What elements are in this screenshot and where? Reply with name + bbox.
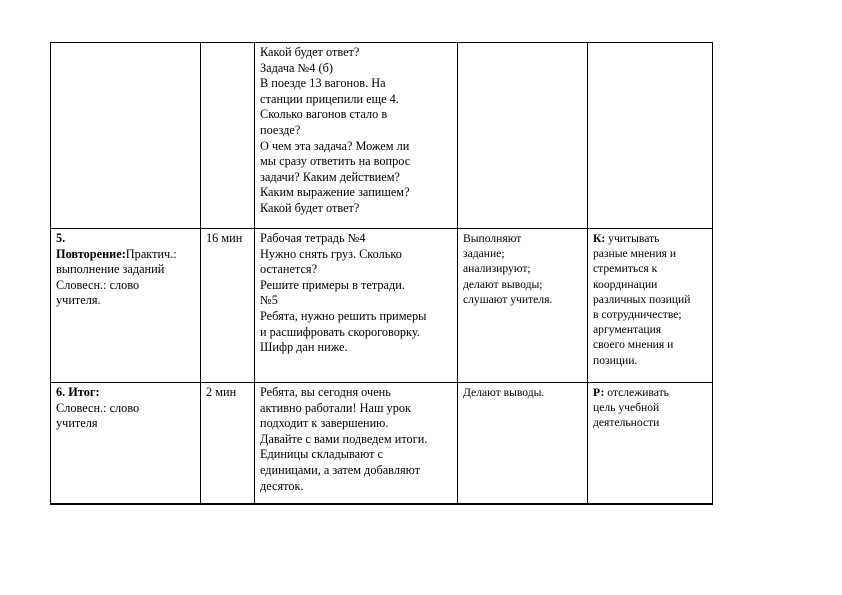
content-line: и расшифровать скороговорку. (260, 324, 420, 339)
content-line: Единицы складывают с (260, 447, 384, 462)
content-line: Сколько вагонов стало в (260, 107, 388, 122)
content-line: Ребята, нужно решить примеры (260, 308, 427, 323)
time-cell (201, 229, 255, 383)
content-line: подходит к завершению. (260, 416, 389, 431)
students-line: задание; (463, 247, 505, 261)
content-line: Каким выражение запишем? (260, 185, 410, 200)
stage-cell (51, 383, 201, 504)
uud-line: разные мнения и (593, 247, 677, 261)
uud-prefix: Р: (593, 386, 605, 399)
content-line: Решите примеры в тетради. (260, 277, 405, 292)
uud-first-line (593, 231, 707, 246)
stage-line: выполнение заданий (56, 262, 165, 277)
uud-first-line (593, 385, 707, 400)
content-line: Давайте с вами подведем итоги. (260, 431, 428, 446)
content-line: Ребята, вы сегодня очень (260, 385, 391, 399)
content-line: №5 (260, 293, 278, 308)
students-line: Выполняют (463, 232, 522, 245)
uud-text: учитывать (605, 232, 660, 245)
table-row-stage-5 (51, 229, 713, 383)
content-line: Какой будет ответ? (260, 200, 360, 215)
content-line: Какой будет ответ? (260, 45, 360, 59)
content-line: станции прицепили еще 4. (260, 91, 399, 106)
uud-line: цель учебной (593, 401, 660, 415)
stage-number: 5. (56, 231, 66, 245)
content-line: останется? (260, 262, 318, 277)
content-cell (255, 229, 458, 383)
content-line: Нужно снять груз. Сколько (260, 246, 402, 261)
stage-title-line (56, 247, 195, 263)
uud-cell (588, 43, 713, 229)
uud-line: позиции. (593, 353, 638, 367)
content-line: единицами, а затем добавляют (260, 462, 421, 477)
students-cell (458, 229, 588, 383)
content-line: активно работали! Наш урок (260, 400, 411, 415)
stage-line: учителя. (56, 293, 101, 308)
students-line: слушают учителя. (463, 292, 553, 306)
content-line: десяток. (260, 478, 304, 493)
stage-line: Словесн.: слово (56, 277, 140, 292)
uud-line: в сотрудничестве; (593, 308, 682, 322)
content-line: О чем эта задача? Можем ли (260, 138, 410, 153)
students-cell (458, 383, 588, 504)
stage-title: 6. Итог: (56, 385, 100, 399)
stage-method: Практич.: (125, 246, 177, 261)
lesson-plan-table (50, 42, 713, 505)
stage-cell (51, 43, 201, 229)
stage-title: Повторение: (56, 246, 126, 261)
uud-line: своего мнения и (593, 338, 674, 352)
content-line: мы сразу ответить на вопрос (260, 154, 411, 169)
students-line: делают выводы; (463, 277, 543, 291)
uud-prefix: К: (593, 232, 606, 245)
uud-cell (588, 383, 713, 504)
uud-line: различных позиций (593, 292, 691, 306)
content-line: Шифр дан ниже. (260, 340, 348, 355)
uud-line: аргументация (593, 323, 662, 337)
time-cell (201, 43, 255, 229)
content-line: Рабочая тетрадь №4 (260, 231, 366, 245)
content-line: задачи? Каким действием? (260, 169, 400, 184)
content-line: Задача №4 (б) (260, 60, 333, 75)
students-line: анализируют; (463, 262, 531, 276)
time-value: 16 мин (206, 231, 243, 245)
uud-text: отслеживать (604, 386, 669, 399)
stage-cell (51, 229, 201, 383)
students-line: Делают выводы. (463, 386, 545, 399)
uud-line: стремиться к (593, 262, 658, 276)
time-cell (201, 383, 255, 504)
stage-title-line (56, 385, 195, 401)
stage-line: Словесн.: слово (56, 400, 140, 415)
table-row-continuation (51, 43, 713, 229)
students-cell (458, 43, 588, 229)
uud-line: деятельности (593, 416, 660, 430)
stage-line: учителя (56, 416, 98, 431)
content-line: поезде? (260, 122, 301, 137)
content-line: В поезде 13 вагонов. На (260, 76, 386, 91)
content-cell (255, 383, 458, 504)
table-row-stage-6 (51, 383, 713, 504)
content-cell (255, 43, 458, 229)
time-value: 2 мин (206, 385, 237, 399)
uud-line: координации (593, 277, 658, 291)
uud-cell (588, 229, 713, 383)
